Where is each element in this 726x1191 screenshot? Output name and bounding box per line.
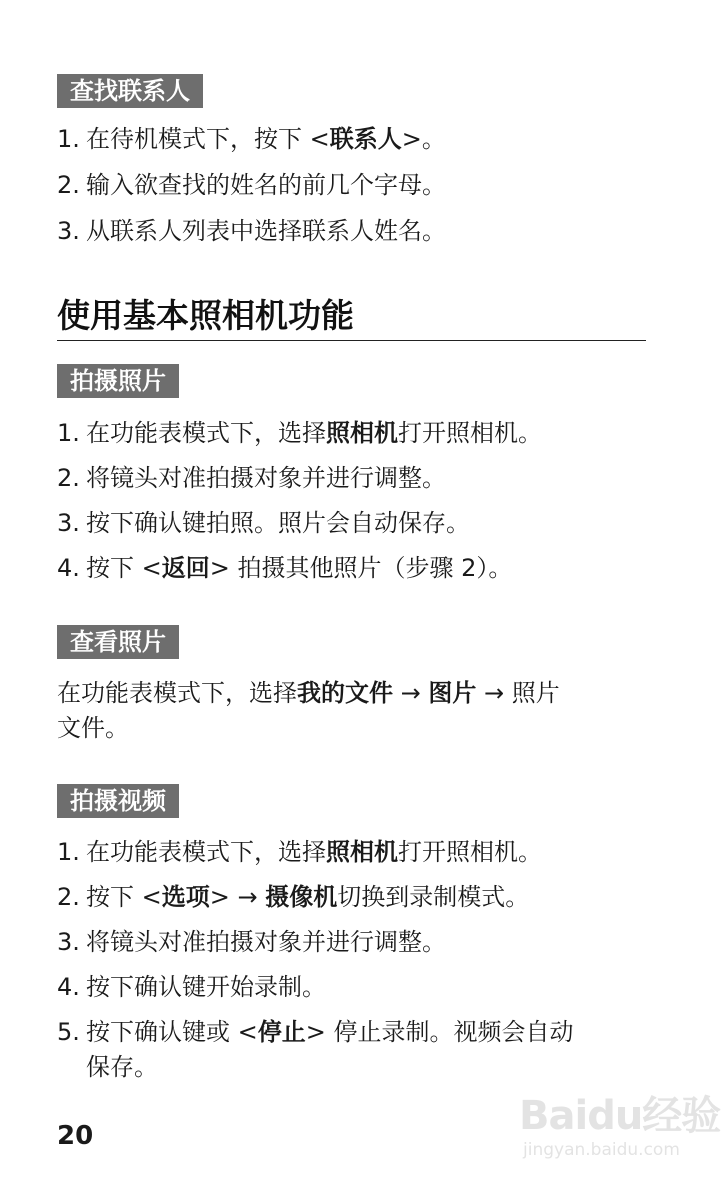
- step-bold-term: 摄像机: [265, 883, 338, 911]
- find-contact-step-2: [57, 167, 446, 203]
- paragraph-text: 在功能表模式下，选择: [57, 679, 297, 707]
- paragraph-text: 文件。: [57, 714, 129, 742]
- step-text: 按下 <: [86, 883, 162, 911]
- record-video-step-5: [57, 1014, 574, 1050]
- step-bold-term: 返回: [161, 554, 210, 582]
- find-contact-step-1: [57, 121, 446, 157]
- watermark-url: jingyan.baidu.com: [523, 1140, 680, 1160]
- step-text: 从联系人列表中选择联系人姓名。: [86, 217, 446, 245]
- step-number: 5.: [57, 1018, 80, 1046]
- record-video-tag: 拍摄视频: [57, 784, 179, 818]
- menu-path-term: 图片: [428, 679, 477, 707]
- arrow-separator: →: [393, 679, 429, 707]
- step-text: 输入欲查找的姓名的前几个字母。: [86, 171, 446, 199]
- menu-path-term: 我的文件: [297, 679, 393, 707]
- step-number: 3.: [57, 217, 80, 245]
- step-text: 打开照相机。: [398, 419, 542, 447]
- paragraph-text: → 照片: [476, 679, 560, 707]
- step-number: 2.: [57, 883, 80, 911]
- find-contact-tag: 查找联系人: [57, 74, 203, 108]
- find-contact-step-3: [57, 213, 446, 249]
- page-number: 20: [57, 1121, 94, 1151]
- step-text: 按下确认键或 <: [86, 1018, 258, 1046]
- step-text: > 停止录制。视频会自动: [305, 1018, 574, 1046]
- section-title: 使用基本照相机功能: [57, 296, 354, 335]
- step-number: 1.: [57, 838, 80, 866]
- step-number: 2.: [57, 464, 80, 492]
- section-divider: [57, 340, 646, 341]
- step-text: 打开照相机。: [398, 838, 542, 866]
- record-video-step-3: [57, 924, 446, 960]
- record-video-step-5-continuation: [86, 1049, 158, 1085]
- step-number: 1.: [57, 125, 80, 153]
- step-number: 4.: [57, 554, 80, 582]
- view-photo-line-2: [57, 710, 129, 746]
- step-bold-term: 照相机: [326, 419, 398, 447]
- step-text: >。: [401, 125, 446, 153]
- view-photo-tag: 查看照片: [57, 625, 179, 659]
- step-bold-term: 选项: [161, 883, 210, 911]
- step-text: 按下确认键开始录制。: [86, 973, 326, 1001]
- step-number: 3.: [57, 509, 80, 537]
- record-video-step-1: [57, 834, 542, 870]
- step-text: 在功能表模式下，选择: [86, 838, 326, 866]
- take-photo-tag: 拍摄照片: [57, 364, 179, 398]
- watermark-brand: Baidu经验: [519, 1093, 721, 1139]
- view-photo-line-1: [57, 675, 560, 711]
- step-text: > →: [209, 883, 266, 911]
- step-text: 按下 <: [86, 554, 162, 582]
- step-text: 按下确认键拍照。照片会自动保存。: [86, 509, 470, 537]
- step-text: 将镜头对准拍摄对象并进行调整。: [86, 928, 446, 956]
- step-text: 将镜头对准拍摄对象并进行调整。: [86, 464, 446, 492]
- step-number: 3.: [57, 928, 80, 956]
- record-video-step-2: [57, 879, 529, 915]
- step-number: 1.: [57, 419, 80, 447]
- baidu-watermark: [519, 1082, 721, 1168]
- step-text: > 拍摄其他照片（步骤 2）。: [209, 554, 513, 582]
- step-text: 在待机模式下，按下 <: [86, 125, 330, 153]
- step-number: 2.: [57, 171, 80, 199]
- record-video-step-4: [57, 969, 326, 1005]
- step-bold-term: 停止: [257, 1018, 306, 1046]
- step-bold-term: 照相机: [326, 838, 398, 866]
- step-text: 在功能表模式下，选择: [86, 419, 326, 447]
- step-bold-term: 联系人: [329, 125, 402, 153]
- step-number: 4.: [57, 973, 80, 1001]
- take-photo-step-2: [57, 460, 446, 496]
- take-photo-step-3: [57, 505, 470, 541]
- take-photo-step-1: [57, 415, 542, 451]
- step-text: 切换到录制模式。: [337, 883, 530, 911]
- step-text: 保存。: [86, 1053, 158, 1081]
- take-photo-step-4: [57, 550, 512, 586]
